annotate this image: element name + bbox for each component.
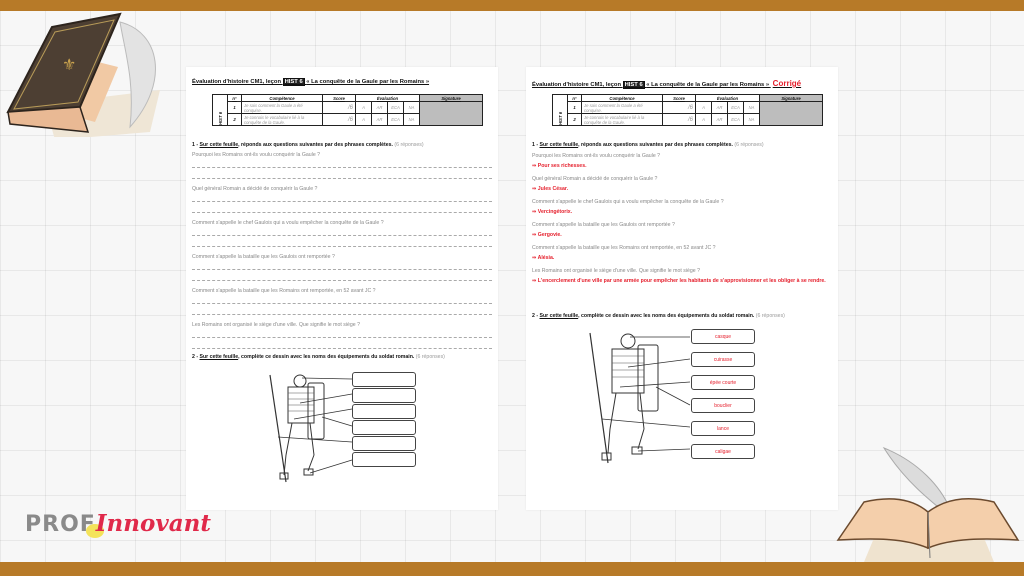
row-competence: Je connais le vocabulaire lié à la conquête de la Gaule.: [242, 114, 323, 126]
section-1-heading: [532, 142, 764, 148]
question-1: Pourquoi les Romains ont-ils voulu conquérir la Gaule ?: [192, 152, 321, 158]
level-na: NA: [744, 102, 760, 114]
row-competence: Je connais le vocabulaire lié à la conquête de la Gaule.: [582, 114, 663, 126]
label-box-empty[interactable]: [352, 420, 416, 435]
competence-table: [212, 94, 483, 126]
level-a: A: [356, 102, 372, 114]
row-competence: Je sais comment la Gaule a été conquise.: [242, 102, 323, 114]
label-box-empty[interactable]: [352, 436, 416, 451]
section-lead: Sur cette feuille: [199, 354, 239, 360]
label-box-cuirasse[interactable]: cuirasse: [691, 352, 755, 367]
question-1: Pourquoi les Romains ont-ils voulu conquérir la Gaule ?: [532, 153, 661, 159]
answer-4: ⇒ Gergovie.: [532, 232, 562, 238]
header-signature: Signature: [760, 95, 823, 102]
answer-line[interactable]: [192, 178, 492, 179]
question-6: Les Romains ont organisé le siège d'une ville. Que signifie le mot siège ?: [192, 322, 360, 328]
question-4: Comment s'appelle la bataille que les Gaulois ont remportée ?: [532, 222, 675, 228]
header-score: Score: [663, 95, 696, 102]
level-eca: ECA: [388, 102, 404, 114]
level-na: NA: [404, 102, 420, 114]
section-note: (6 réponses): [734, 142, 764, 148]
title-suffix: « La conquête de la Gaule par les Romains »: [306, 79, 430, 85]
section-note: (6 réponses): [755, 313, 785, 319]
row-score: /6: [323, 102, 356, 114]
level-na: NA: [744, 114, 760, 126]
row-num: 2: [228, 114, 242, 126]
answer-6: ⇒ L'encerclement d'une ville par une armée pour empêcher les habitants de s'approvisionner et les obliger à se rendre.: [532, 278, 826, 284]
title-prefix: Évaluation d'histoire CM1, leçon: [192, 79, 281, 85]
answer-line[interactable]: [192, 246, 492, 247]
answer-2: ⇒ Jules César.: [532, 186, 569, 192]
section-note: (6 réponses): [415, 354, 445, 360]
question-3: Comment s'appelle le chef Gaulois qui a voulu empêcher la conquête de la Gaule ?: [532, 199, 724, 205]
table-row: [553, 102, 823, 114]
svg-text:⚜: ⚜: [62, 55, 77, 74]
section-lead: Sur cette feuille: [199, 142, 239, 148]
answer-line[interactable]: [192, 314, 492, 315]
top-band: [0, 0, 1024, 11]
corrige-label: Corrigé: [772, 79, 802, 88]
logo-innovant-wrap: [96, 510, 211, 537]
row-competence: Je sais comment la Gaule a été conquise.: [582, 102, 663, 114]
logo-prof: PROF: [25, 512, 96, 537]
worksheet-title: [192, 79, 429, 85]
section-2-heading: [192, 354, 445, 360]
row-num: 1: [228, 102, 242, 114]
header-num: n°: [568, 95, 582, 102]
question-6: Les Romains ont organisé le siège d'une ville. Que signifie le mot siège ?: [532, 268, 700, 274]
section-num: 1 -: [532, 142, 539, 148]
section-lead: Sur cette feuille: [539, 142, 579, 148]
section-note: (6 réponses): [394, 142, 424, 148]
answer-5: ⇒ Alésia.: [532, 255, 555, 261]
answer-line[interactable]: [192, 348, 492, 349]
label-box-caligae[interactable]: caligae: [691, 444, 755, 459]
answer-1: ⇒ Pour ses richesses.: [532, 163, 587, 169]
answer-line[interactable]: [192, 337, 492, 338]
level-na: NA: [404, 114, 420, 126]
lesson-tag: HIST 6: [624, 82, 643, 88]
signature-cell: [760, 102, 823, 126]
label-box-casque[interactable]: casque: [691, 329, 755, 344]
book-quill-illustration: [0, 12, 175, 142]
title-prefix: Évaluation d'histoire CM1, leçon: [532, 82, 621, 88]
section-text: , complète ce dessin avec les noms des équipements du soldat romain.: [238, 354, 415, 360]
level-ar: AR: [372, 114, 388, 126]
header-score: Score: [323, 95, 356, 102]
question-3: Comment s'appelle le chef Gaulois qui a voulu empêcher la conquête de la Gaule ?: [192, 220, 384, 226]
row-score: /6: [663, 114, 696, 126]
header-competence: Compétence: [242, 95, 323, 102]
header-signature: Signature: [420, 95, 483, 102]
label-box-empty[interactable]: [352, 372, 416, 387]
section-1-heading: [192, 142, 424, 148]
row-score: /6: [323, 114, 356, 126]
question-2: Quel général Romain a décidé de conquérir la Gaule ?: [532, 176, 658, 182]
label-box-lance[interactable]: lance: [691, 421, 755, 436]
section-num: 2 -: [192, 354, 199, 360]
table-side-label: HIST 6: [553, 95, 568, 126]
row-score: /6: [663, 102, 696, 114]
level-a: A: [696, 102, 712, 114]
level-a: A: [696, 114, 712, 126]
section-text: , réponds aux questions suivantes par des phrases complètes.: [578, 142, 733, 148]
question-5: Comment s'appelle la bataille que les Romains ont remportée, en 52 avant JC ?: [192, 288, 376, 294]
section-text: , complète ce dessin avec les noms des équipements du soldat romain.: [578, 313, 755, 319]
bottom-band: [0, 562, 1024, 576]
table-row: [213, 102, 483, 114]
lesson-tag: HIST 6: [284, 79, 303, 85]
answer-line[interactable]: [192, 201, 492, 202]
section-num: 2 -: [532, 313, 539, 319]
answer-line[interactable]: [192, 167, 492, 168]
answer-line[interactable]: [192, 269, 492, 270]
header-num: n°: [228, 95, 242, 102]
label-box-empty[interactable]: [352, 388, 416, 403]
open-book-quill-illustration: [834, 440, 1020, 567]
section-lead: Sur cette feuille: [539, 313, 579, 319]
answer-line[interactable]: [192, 212, 492, 213]
title-suffix: « La conquête de la Gaule par les Romains »: [646, 82, 770, 88]
worksheet-title: [532, 79, 801, 88]
row-num: 1: [568, 102, 582, 114]
label-box-bouclier[interactable]: bouclier: [691, 398, 755, 413]
answer-line[interactable]: [192, 235, 492, 236]
answer-3: ⇒ Vercingétorix.: [532, 209, 573, 215]
worksheet-corrected: [526, 67, 838, 510]
worksheet-blank: [186, 67, 498, 510]
competence-table: [552, 94, 823, 126]
section-text: , réponds aux questions suivantes par des phrases complètes.: [238, 142, 393, 148]
level-eca: ECA: [728, 114, 744, 126]
level-ar: AR: [372, 102, 388, 114]
section-num: 1 -: [192, 142, 199, 148]
level-eca: ECA: [388, 114, 404, 126]
profinnovant-logo: [25, 510, 211, 537]
level-ar: AR: [712, 114, 728, 126]
question-4: Comment s'appelle la bataille que les Gaulois ont remportée ?: [192, 254, 335, 260]
level-ar: AR: [712, 102, 728, 114]
signature-cell: [420, 102, 483, 126]
question-2: Quel général Romain a décidé de conquérir la Gaule ?: [192, 186, 318, 192]
row-num: 2: [568, 114, 582, 126]
label-box-empty[interactable]: [352, 452, 416, 467]
header-evaluation: Évaluation: [356, 95, 420, 102]
level-a: A: [356, 114, 372, 126]
answer-line[interactable]: [192, 280, 492, 281]
section-2-heading: [532, 313, 785, 319]
level-eca: ECA: [728, 102, 744, 114]
question-5: Comment s'appelle la bataille que les Romains ont remportée, en 52 avant JC ?: [532, 245, 716, 251]
header-evaluation: Évaluation: [696, 95, 760, 102]
header-competence: Compétence: [582, 95, 663, 102]
table-side-label: HIST 6: [213, 95, 228, 126]
answer-line[interactable]: [192, 303, 492, 304]
logo-innovant: Innovant: [95, 510, 211, 537]
label-box-epee-courte[interactable]: épée courte: [691, 375, 755, 390]
label-box-empty[interactable]: [352, 404, 416, 419]
